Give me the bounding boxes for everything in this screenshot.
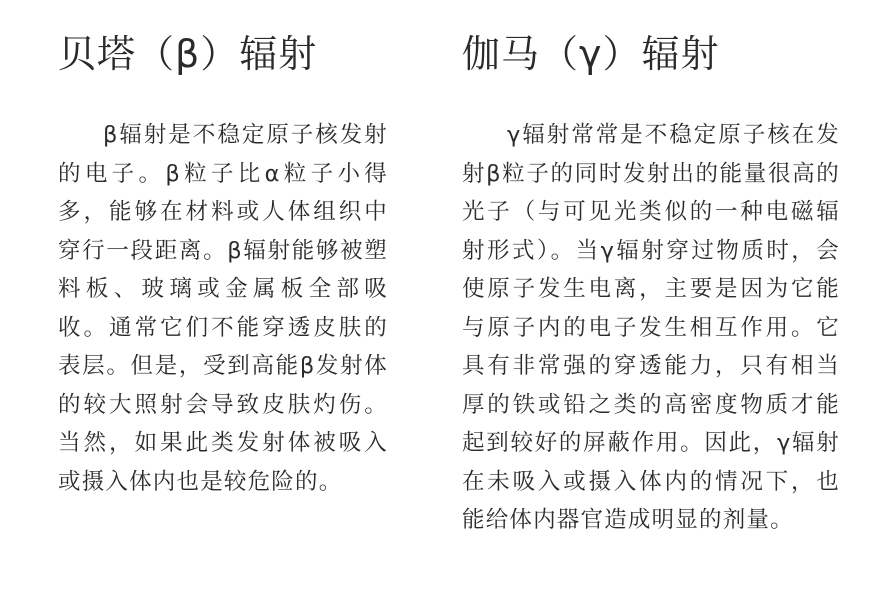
- gamma-radiation-title: 伽马（γ）辐射: [462, 32, 720, 76]
- beta-radiation-paragraph: β辐射是不稳定原子核发射的电子。β粒子比α粒子小得多，能够在材料或人体组织中穿行一段距离。β辐射能够被塑料板、玻璃或金属板全部吸收。通常它们不能穿透皮肤的表层。但是，受到高能β发射体的较大照射会导致皮肤灼伤。当然，如果此类发射体被吸入或摄入体内也是较危险的。: [58, 122, 388, 495]
- beta-radiation-title: 贝塔（β）辐射: [58, 32, 318, 76]
- gamma-radiation-paragraph: γ辐射常常是不稳定原子核在发射β粒子的同时发射出的能量很高的光子（与可见光类似的一种电磁辐射形式）。当γ辐射穿过物质时，会使原子发生电离，主要是因为它能与原子内的电子发生相互作用。它具有非常强的穿透能力，只有相当厚的铁或铅之类的高密度物质才能起到较好的屏蔽作用。因此，γ辐射在未吸入或摄入体内的情况下，也能给体内器官造成明显的剂量。: [462, 122, 840, 533]
